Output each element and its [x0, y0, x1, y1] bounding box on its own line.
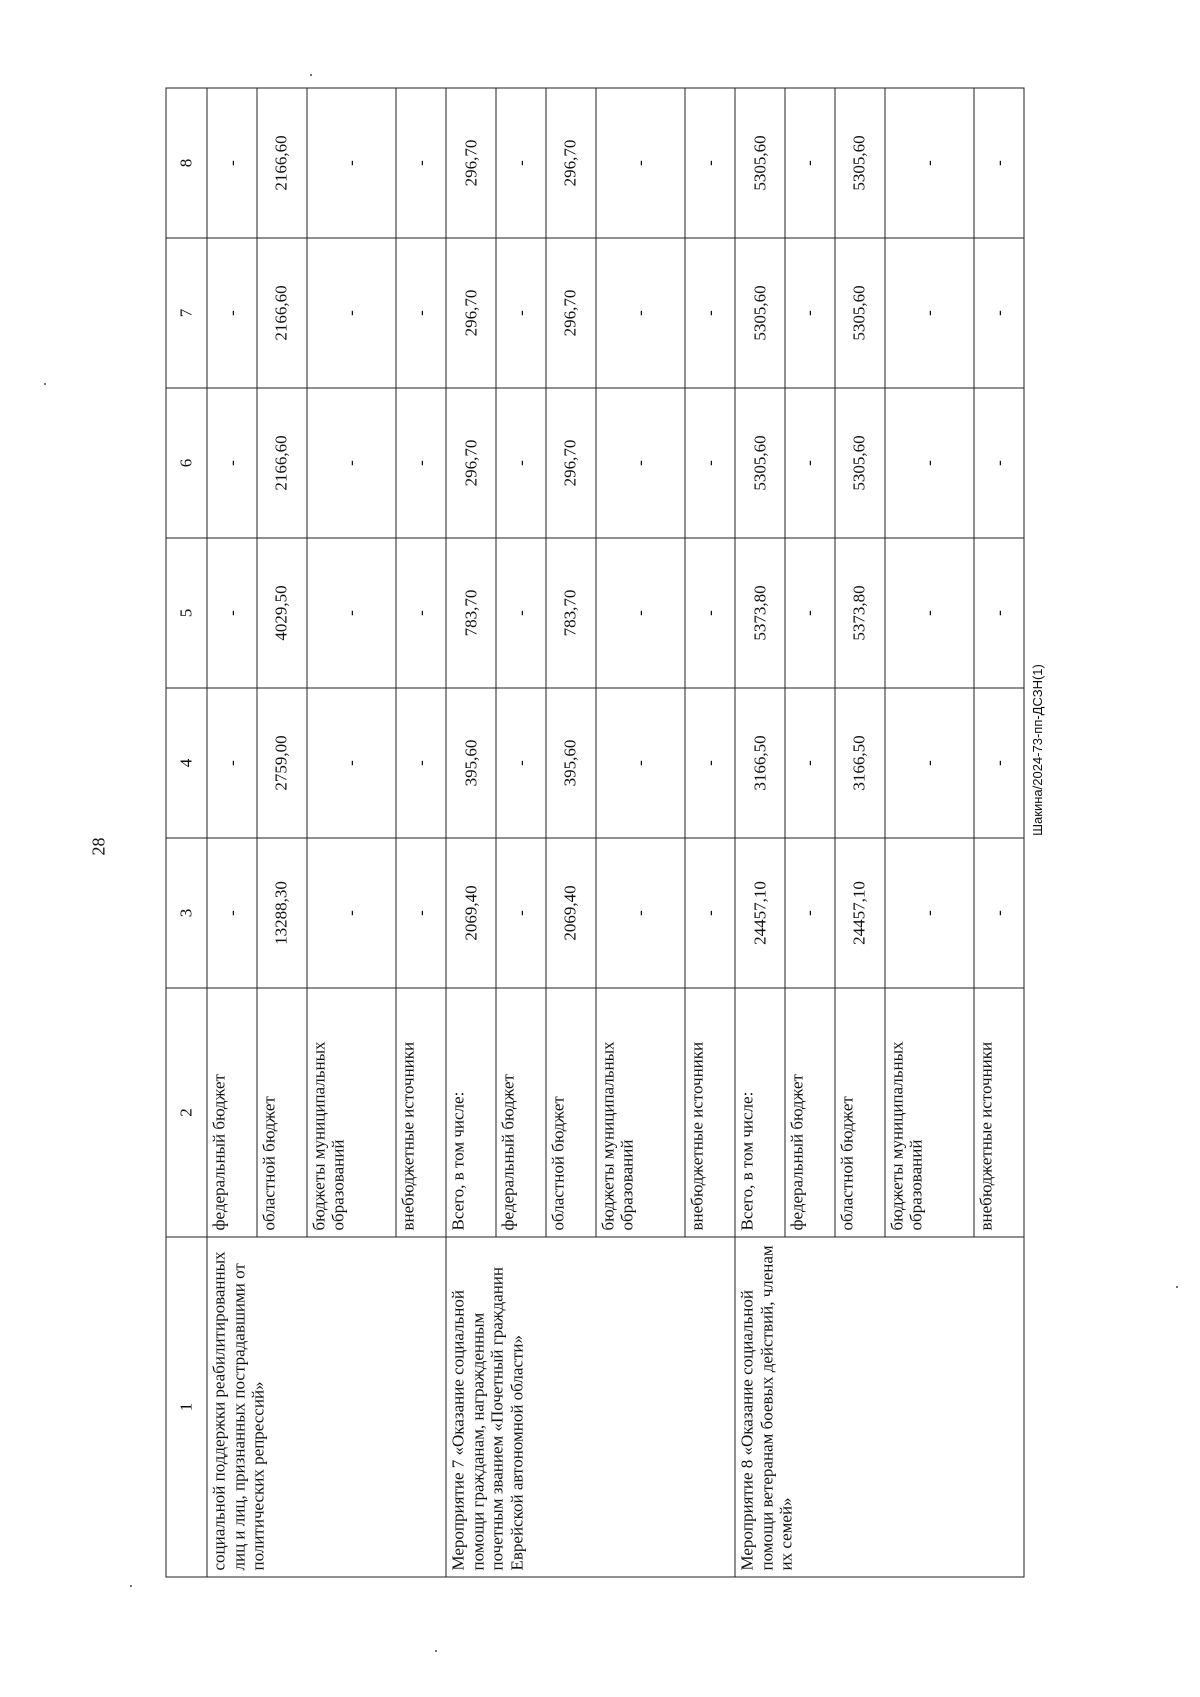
budget-table: [165, 87, 1024, 1577]
value-cell: 783,70: [545, 538, 595, 688]
column-header: 7: [166, 238, 207, 388]
value-cell: -: [207, 538, 257, 688]
value-cell: -: [974, 538, 1024, 688]
measure-description: Мероприятие 8 «Оказание социальной помощи ветеранам боевых действий, членам их семей»: [735, 1237, 1024, 1577]
document-code: Шакина/2024-73-пп-ДСЗН(1): [1030, 664, 1045, 836]
value-cell: -: [595, 88, 685, 238]
value-cell: 4029,50: [256, 538, 306, 688]
value-cell: -: [884, 388, 974, 538]
column-header: 2: [166, 988, 207, 1237]
table-row: [446, 88, 496, 1577]
column-header: 3: [166, 838, 207, 988]
funding-source: федеральный бюджет: [207, 988, 257, 1237]
value-cell: -: [884, 688, 974, 838]
value-cell: -: [595, 388, 685, 538]
funding-source: Всего, в том числе:: [446, 988, 496, 1237]
funding-source: Всего, в том числе:: [735, 988, 785, 1237]
value-cell: -: [495, 88, 545, 238]
value-cell: -: [884, 838, 974, 988]
value-cell: -: [884, 538, 974, 688]
value-cell: -: [396, 388, 446, 538]
funding-source: областной бюджет: [256, 988, 306, 1237]
funding-source: внебюджетные источники: [974, 988, 1024, 1237]
value-cell: -: [784, 538, 834, 688]
value-cell: -: [495, 538, 545, 688]
value-cell: 3166,50: [834, 688, 884, 838]
value-cell: -: [784, 238, 834, 388]
value-cell: 2069,40: [545, 838, 595, 988]
value-cell: -: [685, 238, 735, 388]
value-cell: -: [207, 88, 257, 238]
value-cell: -: [396, 88, 446, 238]
header-row: [166, 88, 207, 1577]
value-cell: -: [884, 238, 974, 388]
value-cell: 13288,30: [256, 838, 306, 988]
budget-table-container: [165, 88, 1024, 1577]
scan-speck: [435, 1650, 437, 1652]
value-cell: -: [884, 88, 974, 238]
value-cell: -: [784, 388, 834, 538]
value-cell: -: [595, 688, 685, 838]
value-cell: -: [685, 688, 735, 838]
funding-source: областной бюджет: [834, 988, 884, 1237]
value-cell: -: [595, 538, 685, 688]
page-number: 28: [88, 837, 109, 856]
column-header: 5: [166, 538, 207, 688]
value-cell: 2166,60: [256, 388, 306, 538]
value-cell: 5305,60: [735, 388, 785, 538]
value-cell: -: [974, 838, 1024, 988]
value-cell: 2759,00: [256, 688, 306, 838]
funding-source: областной бюджет: [545, 988, 595, 1237]
value-cell: 24457,10: [834, 838, 884, 988]
value-cell: -: [974, 688, 1024, 838]
value-cell: -: [207, 688, 257, 838]
value-cell: -: [974, 388, 1024, 538]
value-cell: 395,60: [545, 688, 595, 838]
value-cell: -: [685, 388, 735, 538]
value-cell: 5373,80: [735, 538, 785, 688]
measure-description: социальной поддержки реабилитированных лиц и лиц, признанных пострадавшими от политических репрессий»: [207, 1237, 446, 1577]
scan-speck: [310, 74, 312, 76]
value-cell: -: [974, 88, 1024, 238]
value-cell: -: [784, 838, 834, 988]
value-cell: 296,70: [446, 238, 496, 388]
column-header: 8: [166, 88, 207, 238]
value-cell: -: [495, 238, 545, 388]
table-row: [735, 88, 785, 1577]
value-cell: -: [396, 688, 446, 838]
value-cell: -: [396, 838, 446, 988]
column-header: 1: [166, 1237, 207, 1577]
value-cell: 5305,60: [834, 238, 884, 388]
value-cell: 5305,60: [735, 88, 785, 238]
value-cell: 5373,80: [834, 538, 884, 688]
table-row: [207, 88, 257, 1577]
column-header: 6: [166, 388, 207, 538]
scan-speck: [130, 1585, 132, 1587]
value-cell: -: [685, 838, 735, 988]
value-cell: 2069,40: [446, 838, 496, 988]
value-cell: -: [207, 238, 257, 388]
value-cell: -: [207, 838, 257, 988]
value-cell: 5305,60: [735, 238, 785, 388]
value-cell: -: [306, 538, 396, 688]
value-cell: -: [306, 88, 396, 238]
value-cell: 296,70: [545, 88, 595, 238]
value-cell: 783,70: [446, 538, 496, 688]
funding-source: бюджеты муниципальных образований: [306, 988, 396, 1237]
funding-source: бюджеты муниципальных образований: [884, 988, 974, 1237]
value-cell: 2166,60: [256, 238, 306, 388]
value-cell: 5305,60: [834, 388, 884, 538]
funding-source: федеральный бюджет: [784, 988, 834, 1237]
funding-source: федеральный бюджет: [495, 988, 545, 1237]
funding-source: внебюджетные источники: [685, 988, 735, 1237]
value-cell: -: [306, 238, 396, 388]
value-cell: 2166,60: [256, 88, 306, 238]
value-cell: -: [396, 538, 446, 688]
value-cell: 296,70: [446, 88, 496, 238]
value-cell: -: [784, 688, 834, 838]
value-cell: 296,70: [446, 388, 496, 538]
value-cell: -: [495, 388, 545, 538]
scan-speck: [1176, 1286, 1178, 1288]
value-cell: -: [784, 88, 834, 238]
value-cell: -: [595, 838, 685, 988]
value-cell: -: [495, 838, 545, 988]
scan-speck: [44, 383, 46, 385]
value-cell: -: [207, 388, 257, 538]
value-cell: 5305,60: [834, 88, 884, 238]
value-cell: -: [974, 238, 1024, 388]
value-cell: -: [306, 388, 396, 538]
column-header: 4: [166, 688, 207, 838]
value-cell: -: [396, 238, 446, 388]
value-cell: -: [306, 688, 396, 838]
value-cell: -: [306, 838, 396, 988]
value-cell: 395,60: [446, 688, 496, 838]
value-cell: 3166,50: [735, 688, 785, 838]
value-cell: -: [685, 538, 735, 688]
value-cell: -: [685, 88, 735, 238]
value-cell: 24457,10: [735, 838, 785, 988]
funding-source: внебюджетные источники: [396, 988, 446, 1237]
funding-source: бюджеты муниципальных образований: [595, 988, 685, 1237]
measure-description: Мероприятие 7 «Оказание социальной помощи гражданам, награжденным почетным званием «Почетный гражданин Еврейской автономной области»: [446, 1237, 735, 1577]
value-cell: -: [595, 238, 685, 388]
value-cell: 296,70: [545, 238, 595, 388]
value-cell: -: [495, 688, 545, 838]
value-cell: 296,70: [545, 388, 595, 538]
